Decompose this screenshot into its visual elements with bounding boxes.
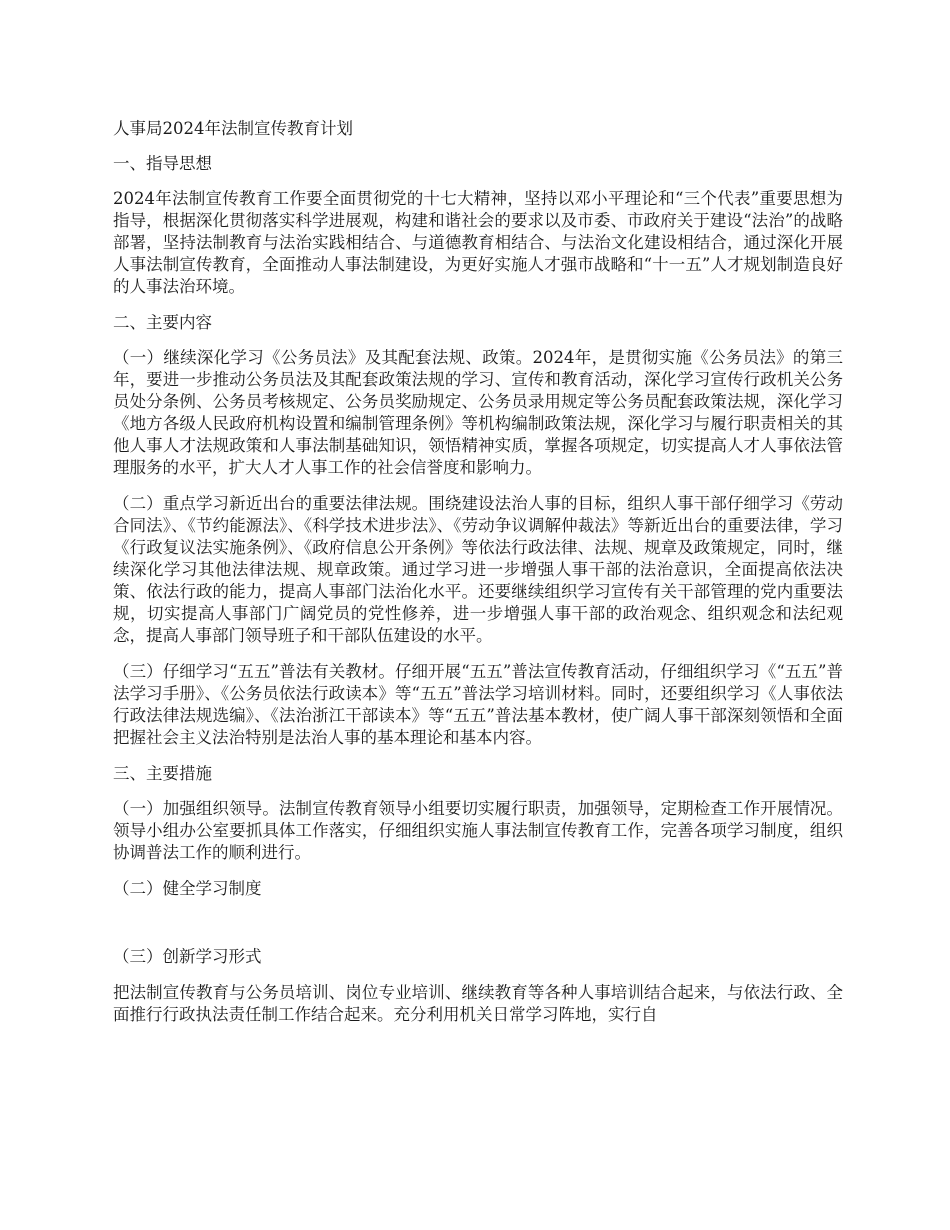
paragraph-measure-3: （三）创新学习形式 xyxy=(113,947,262,966)
paragraph-content-2: （二）重点学习新近出台的重要法律法规。围绕建设法治人事的目标，组织人事干部仔细学习《劳动合同法》、《节约能源法》、《科学技术进步法》、《劳动争议调解仲裁法》等新近出台的重要法律，学习《行政复议法实施条例》、《政府信息公开条例》等依法行政法律、法规、规章及政策规定，同时，继续深化学习其他法律法规、规章政策。通过学习进一步增强人事干部的法治意识，全面提高依法决策、依法行政的能力，提高人事部门法治化水平。还要继续组织学习宣传有关干部管理的党内重要法规，切实提高人事部门广阔党员的党性修养，进一步增强人事干部的政治观念、组织观念和法纪观念，提高人事部门领导班子和干部队伍建设的水平。 xyxy=(113,494,843,645)
paragraph-guiding-thought: 2024年法制宣传教育工作要全面贯彻党的十七大精神，坚持以邓小平理论和“三个代表”重要思想为指导，根据深化贯彻落实科学进展观，构建和谐社会的要求以及市委、市政府关于建设“法治”的战略部署，坚持法制教育与法治实践相结合、与道德教育相结合、与法治文化建设相结合，通过深化开展人事法制宣传教育，全面推动人事法制建设，为更好实施人才强市战略和“十一五”人才规划制造良好的人事法治环境。 xyxy=(113,189,843,296)
paragraph-content-3: （三）仔细学习“五五”普法有关教材。仔细开展“五五”普法宣传教育活动，仔细组织学习《“五五”普法学习手册》、《公务员依法行政读本》等“五五”普法学习培训材料。同时，还要组织学习《人事依法行政法律法规选编》、《法治浙江干部读本》等“五五”普法基本教材，使广阔人事干部深刻领悟和全面把握社会主义法治特别是法治人事的基本理论和基本内容。 xyxy=(113,662,843,747)
paragraph-measure-2: （二）健全学习制度 xyxy=(113,879,262,898)
paragraph-content-1: （一）继续深化学习《公务员法》及其配套法规、政策。2024年，是贯彻实施《公务员法》的第三年，要进一步推动公务员法及其配套政策法规的学习、宣传和教育活动，深化学习宣传行政机关公务员处分条例、公务员考核规定、公务员奖励规定、公务员录用规定等公务员配套政策法规，深化学习《地方各级人民政府机构设置和编制管理条例》等机构编制政策法规，深化学习与履行职责相关的其他人事人才法规政策和人事法制基础知识，领悟精神实质，掌握各项规定，切实提高人才人事依法管理服务的水平，扩大人才人事工作的社会信誉度和影响力。 xyxy=(113,348,843,477)
blank-gap xyxy=(113,914,843,946)
section-heading-main-content: 二、主要内容 xyxy=(113,313,212,332)
section-heading-guiding-thought: 一、指导思想 xyxy=(113,154,212,173)
paragraph-measure-1: （一）加强组织领导。法制宣传教育领导小组要切实履行职责，加强领导，定期检查工作开展情况。领导小组办公室要抓具体工作落实，仔细组织实施人事法制宣传教育工作，完善各项学习制度，组织协调普法工作的顺利进行。 xyxy=(113,799,843,862)
section-heading-main-measures: 三、主要措施 xyxy=(113,764,212,783)
document-title: 人事局2024年法制宣传教育计划 xyxy=(113,119,353,138)
document-page xyxy=(113,118,843,1040)
paragraph-measure-3-body: 把法制宣传教育与公务员培训、岗位专业培训、继续教育等各种人事培训结合起来，与依法行政、全面推行行政执法责任制工作结合起来。充分利用机关日常学习阵地，实行自 xyxy=(113,983,843,1024)
